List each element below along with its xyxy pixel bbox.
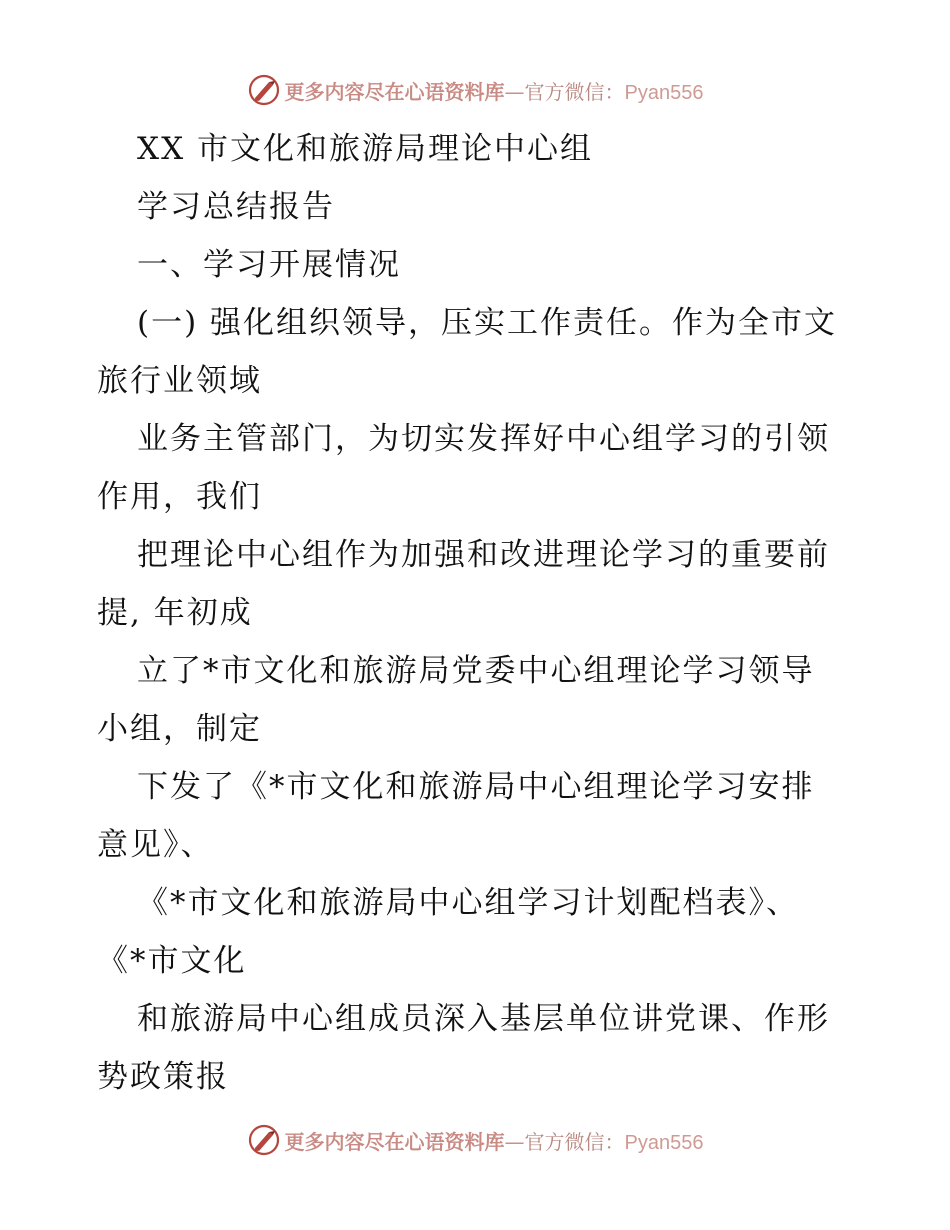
paragraph-line: 下发了《*市文化和旅游局中心组理论学习安排 <box>137 769 815 805</box>
banner-dash: — <box>504 79 525 104</box>
header-banner <box>0 70 950 110</box>
paragraph-line: 势政策报 <box>97 1059 229 1095</box>
document-body <box>97 120 857 1106</box>
banner-wechat-id: Pyan556 <box>624 1131 704 1154</box>
pen-logo-icon <box>247 73 281 107</box>
banner-wechat-id: Pyan556 <box>624 81 704 104</box>
doc-title-line-1: XX 市文化和旅游局理论中心组 <box>137 131 593 167</box>
paragraph-line: 旅行业领域 <box>97 363 262 399</box>
paragraph-line: 提, 年初成 <box>97 595 253 631</box>
pen-logo-icon <box>247 1123 281 1157</box>
paragraph-line: 和旅游局中心组成员深入基层单位讲党课、作形 <box>137 1001 830 1037</box>
banner-dash: — <box>504 1129 525 1154</box>
section-heading: 一、学习开展情况 <box>137 247 401 283</box>
banner-wechat-label: 官方微信： <box>524 1129 625 1154</box>
paragraph-line: (一) 强化组织领导，压实工作责任。作为全市文 <box>137 305 838 341</box>
paragraph-line: 小组，制定 <box>97 711 262 747</box>
paragraph-line: 作用，我们 <box>97 479 262 515</box>
paragraph-line: 意见》、 <box>97 827 214 863</box>
paragraph-line: 立了*市文化和旅游局党委中心组理论学习领导 <box>137 653 815 689</box>
paragraph-line: 《*市文化和旅游局中心组学习计划配档表》、 <box>137 885 799 921</box>
footer-banner <box>0 1120 950 1160</box>
paragraph-line: 把理论中心组作为加强和改进理论学习的重要前 <box>137 537 830 573</box>
paragraph-line: 《*市文化 <box>97 943 247 979</box>
banner-wechat-label: 官方微信： <box>524 79 625 104</box>
banner-text <box>285 76 704 105</box>
banner-text <box>285 1126 704 1155</box>
banner-main-text: 更多内容尽在心语资料库 <box>284 1129 505 1154</box>
banner-main-text: 更多内容尽在心语资料库 <box>284 79 505 104</box>
paragraph-line: 业务主管部门，为切实发挥好中心组学习的引领 <box>137 421 830 457</box>
doc-title-line-2: 学习总结报告 <box>137 189 335 225</box>
